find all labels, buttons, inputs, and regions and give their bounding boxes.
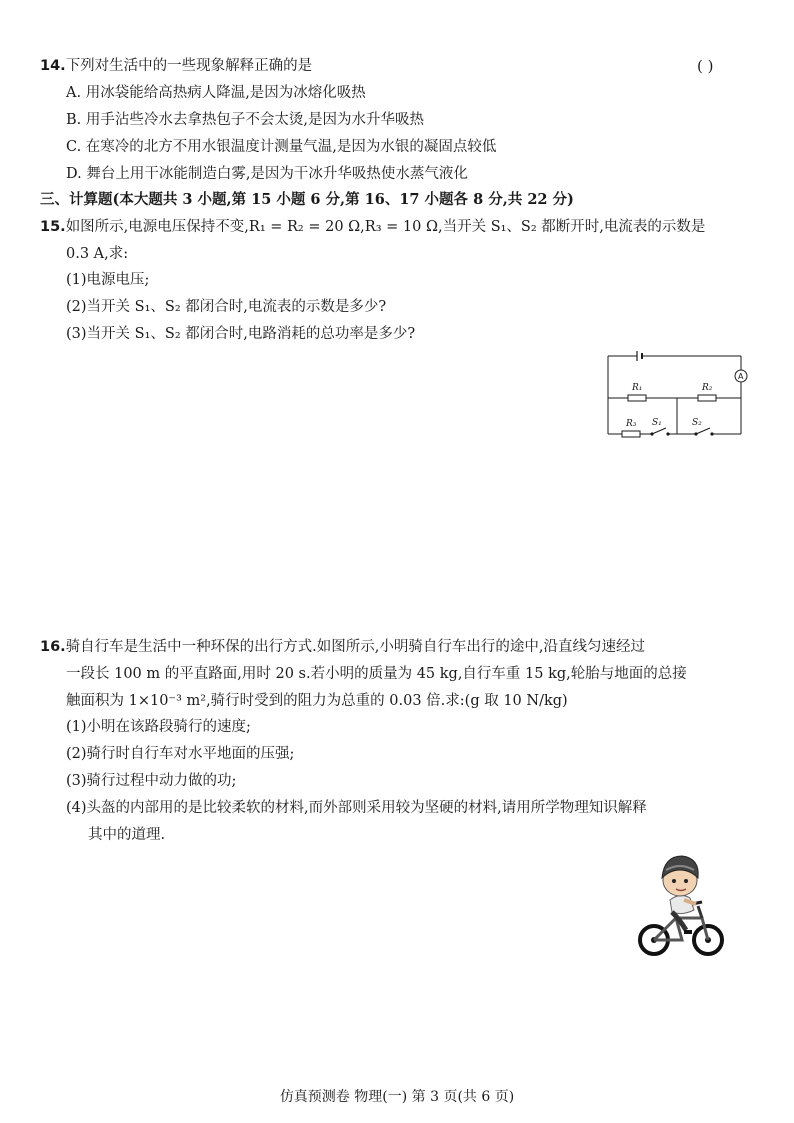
label-r2: R₂ bbox=[702, 383, 713, 393]
q14-option-c: C. 在寒冷的北方不用水银温度计测量气温,是因为水银的凝固点较低 bbox=[66, 139, 497, 155]
label-ammeter: A bbox=[738, 372, 744, 381]
switch-s2-pivot bbox=[694, 432, 697, 435]
resistor-r3 bbox=[622, 431, 640, 437]
switch-s2-contact bbox=[710, 432, 713, 435]
label-r3: R₃ bbox=[626, 419, 637, 429]
q14-stem-line bbox=[40, 56, 312, 76]
label-s1: S₁ bbox=[652, 418, 662, 428]
rider-left-eye bbox=[672, 879, 676, 883]
bike-fork bbox=[698, 906, 702, 918]
switch-s1-contact bbox=[666, 432, 669, 435]
switch-s2-blade bbox=[696, 428, 710, 434]
q15-text-line2: 0.3 A,求: bbox=[66, 246, 129, 262]
q16-part4: (4)头盔的内部用的是比较柔软的材料,而外部则采用较为坚硬的材料,请用所学物理知识解释 bbox=[66, 800, 647, 816]
q15-number: 15. bbox=[40, 219, 66, 235]
q16-part3: (3)骑行过程中动力做的功; bbox=[66, 773, 237, 789]
circuit-diagram bbox=[606, 350, 751, 440]
section3-title: 三、计算题(本大题共 3 小题,第 15 小题 6 分,第 16、17 小题各 8 分,共 22 分) bbox=[40, 191, 574, 208]
q15-part1: (1)电源电压; bbox=[66, 272, 150, 288]
q16-part4-cont: 其中的道理. bbox=[88, 827, 166, 843]
q16-part1: (1)小明在该路段骑行的速度; bbox=[66, 719, 251, 735]
q16-text-line1: 骑自行车是生活中一种环保的出行方式.如图所示,小明骑自行车出行的途中,沿直线匀速经过 bbox=[65, 639, 646, 655]
q14-answer-bracket: ( ) bbox=[697, 57, 714, 75]
resistor-r2 bbox=[698, 395, 716, 401]
cyclist-illustration bbox=[636, 848, 728, 960]
switch-s1-pivot bbox=[650, 432, 653, 435]
switch-s1-blade bbox=[652, 428, 666, 434]
q15-part2: (2)当开关 S₁、S₂ 都闭合时,电流表的示数是多少? bbox=[66, 299, 387, 315]
label-r1: R₁ bbox=[632, 383, 643, 393]
rider-right-eye bbox=[684, 879, 688, 883]
q16-text-line3: 触面积为 1×10⁻³ m²,骑行时受到的阻力为总重的 0.03 倍.求:(g 取 10 N/kg) bbox=[66, 693, 568, 709]
q16-number: 16. bbox=[40, 639, 66, 655]
label-s2: S₂ bbox=[692, 418, 702, 428]
q14-option-b: B. 用手沾些冷水去拿热包子不会太烫,是因为水升华吸热 bbox=[66, 112, 424, 128]
q16-part2: (2)骑行时自行车对水平地面的压强; bbox=[66, 746, 295, 762]
q15-part3: (3)当开关 S₁、S₂ 都闭合时,电路消耗的总功率是多少? bbox=[66, 326, 416, 342]
q15-line1 bbox=[40, 217, 705, 237]
q14-option-d: D. 舞台上用干冰能制造白雾,是因为干冰升华吸热使水蒸气液化 bbox=[66, 166, 468, 182]
q14-stem: 下列对生活中的一些现象解释正确的是 bbox=[65, 58, 313, 74]
q15-text-line1: 如图所示,电源电压保持不变,R₁ = R₂ = 20 Ω,R₃ = 10 Ω,当开关 S₁、S₂ 都断开时,电流表的示数是 bbox=[65, 219, 706, 235]
q14-option-a: A. 用冰袋能给高热病人降温,是因为冰熔化吸热 bbox=[66, 85, 366, 101]
page-footer: 仿真预测卷 物理(一) 第 3 页(共 6 页) bbox=[279, 1089, 515, 1105]
q16-line1 bbox=[40, 637, 645, 657]
resistor-r1 bbox=[628, 395, 646, 401]
q16-text-line2: 一段长 100 m 的平直路面,用时 20 s.若小明的质量为 45 kg,自行车重 15 kg,轮胎与地面的总接 bbox=[66, 666, 687, 682]
q14-number: 14. bbox=[40, 58, 66, 74]
